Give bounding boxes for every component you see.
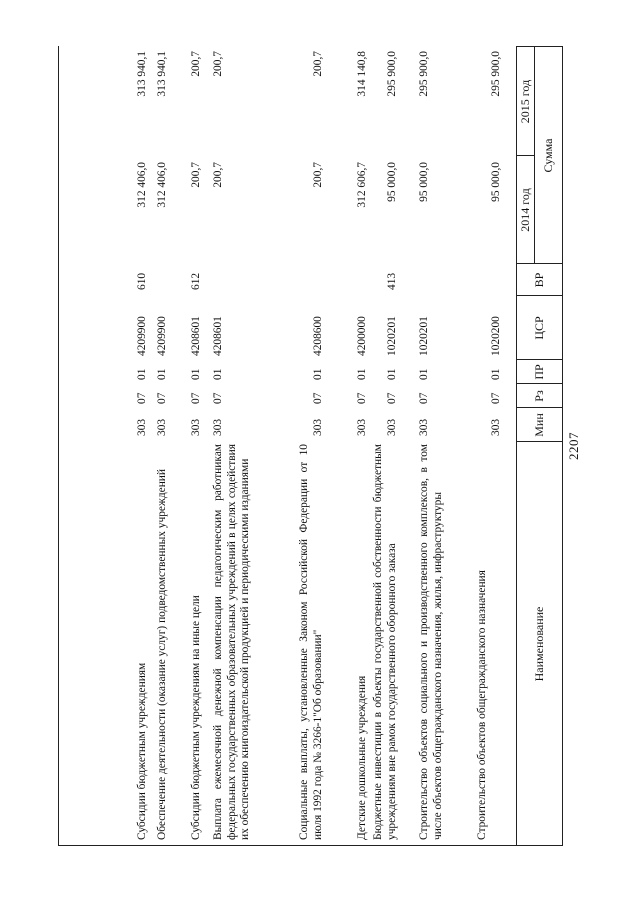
row-5-name: Социальные выплаты, установленные Законом Российской Федерации от 10 июля 1992 года № 3266-1"Об образовании" — [298, 444, 324, 840]
page-number: 2207 — [566, 432, 581, 460]
row-9-name: Субсидии бюджетным учреждениям — [136, 662, 148, 840]
row-2-csr: 1020201 — [418, 316, 430, 356]
row-8-min: 303 — [156, 418, 168, 436]
row-2-name: Строительство объектов социального и производственного комплексов, в том числе объектов общегражданского назначения, жилья, инфраструктуры — [418, 444, 444, 840]
row-1-min: 303 — [490, 418, 502, 436]
row-8-name: Обеспечение деятельности (оказание услуг) подведомственных учреждений — [156, 469, 168, 840]
row-7-vr: 612 — [190, 272, 202, 290]
row-6-name: Выплата ежемесячной денежной компенсации педагогическим работникам федеральных государственных образовательных учреждений в целях содействия их обеспечению книгоиздательской продукцией и периодическими изданиями — [212, 444, 252, 840]
row-8-2015: 313 940,1 — [156, 51, 168, 97]
row-9-vr: 610 — [136, 272, 148, 290]
row-9-2014: 312 406,0 — [136, 162, 148, 208]
row-5-rz: 07 — [312, 392, 324, 404]
budget-table — [58, 46, 562, 846]
table-top-border — [562, 46, 563, 846]
table-bottom-border — [58, 46, 59, 846]
row-6-rz: 07 — [212, 392, 224, 404]
row-9-min: 303 — [136, 418, 148, 436]
row-8-2014: 312 406,0 — [156, 162, 168, 208]
row-7-name: Субсидии бюджетным учреждениям на иные цели — [190, 595, 202, 840]
table-left-border — [58, 845, 562, 846]
row-6-min: 303 — [212, 418, 224, 436]
row-2-min: 303 — [418, 418, 430, 436]
row-2-pr: 01 — [418, 368, 430, 380]
row-3-name: Бюджетные инвестиции в объекты государственной собственности бюджетным учреждениям вне рамок государственного оборонного заказа — [372, 444, 398, 840]
header-vr: ВР — [531, 272, 546, 288]
row-1-rz: 07 — [490, 392, 502, 404]
rotated-page-content — [58, 46, 598, 846]
row-3-rz: 07 — [386, 392, 398, 404]
row-6-pr: 01 — [212, 368, 224, 380]
row-9-rz: 07 — [136, 392, 148, 404]
row-5-csr: 4208600 — [312, 316, 324, 356]
row-5-2014: 200,7 — [312, 162, 324, 188]
row-8-csr: 4209900 — [156, 316, 168, 356]
row-4-pr: 01 — [356, 368, 368, 380]
header-csr: ЦСР — [531, 316, 546, 340]
row-1-pr: 01 — [490, 368, 502, 380]
row-4-rz: 07 — [356, 392, 368, 404]
row-4-name: Детские дошкольные учреждения — [356, 675, 368, 840]
row-1-2015: 295 900,0 — [490, 51, 502, 97]
row-1-2014: 95 000,0 — [490, 162, 502, 202]
row-3-2015: 295 900,0 — [386, 51, 398, 97]
row-6-2014: 200,7 — [212, 162, 224, 188]
row-8-rz: 07 — [156, 392, 168, 404]
row-2-2015: 295 900,0 — [418, 51, 430, 97]
row-9-pr: 01 — [136, 368, 148, 380]
row-7-2014: 200,7 — [190, 162, 202, 188]
header-2015: 2015 год — [517, 79, 532, 124]
row-9-2015: 313 940,1 — [136, 51, 148, 97]
row-1-name: Строительство объектов общегражданского назначения — [476, 570, 488, 840]
row-3-csr: 1020201 — [386, 316, 398, 356]
row-7-csr: 4208601 — [190, 316, 202, 356]
row-4-csr: 4200000 — [356, 316, 368, 356]
header-rz: Рз — [531, 390, 546, 402]
row-7-rz: 07 — [190, 392, 202, 404]
header-min: Мин — [531, 413, 546, 437]
row-5-min: 303 — [312, 418, 324, 436]
header-2014: 2014 год — [517, 188, 532, 232]
header-sum: Сумма — [540, 138, 555, 173]
row-3-min: 303 — [386, 418, 398, 436]
header-pr: ПР — [531, 364, 546, 380]
row-5-pr: 01 — [312, 368, 324, 380]
row-3-pr: 01 — [386, 368, 398, 380]
row-9-csr: 4209900 — [136, 316, 148, 356]
row-1-csr: 1020200 — [490, 316, 502, 356]
row-2-rz: 07 — [418, 392, 430, 404]
row-4-min: 303 — [356, 418, 368, 436]
row-7-2015: 200,7 — [190, 51, 202, 77]
row-8-pr: 01 — [156, 368, 168, 380]
row-3-2014: 95 000,0 — [386, 162, 398, 202]
row-6-csr: 4208601 — [212, 316, 224, 356]
row-7-min: 303 — [190, 418, 202, 436]
row-5-2015: 200,7 — [312, 51, 324, 77]
row-7-pr: 01 — [190, 368, 202, 380]
row-3-vr: 413 — [386, 272, 398, 290]
row-6-2015: 200,7 — [212, 51, 224, 77]
row-2-2014: 95 000,0 — [418, 162, 430, 202]
header-name: Наименование — [531, 606, 546, 682]
row-4-2015: 314 140,8 — [356, 51, 368, 97]
row-4-2014: 312 606,7 — [356, 162, 368, 208]
